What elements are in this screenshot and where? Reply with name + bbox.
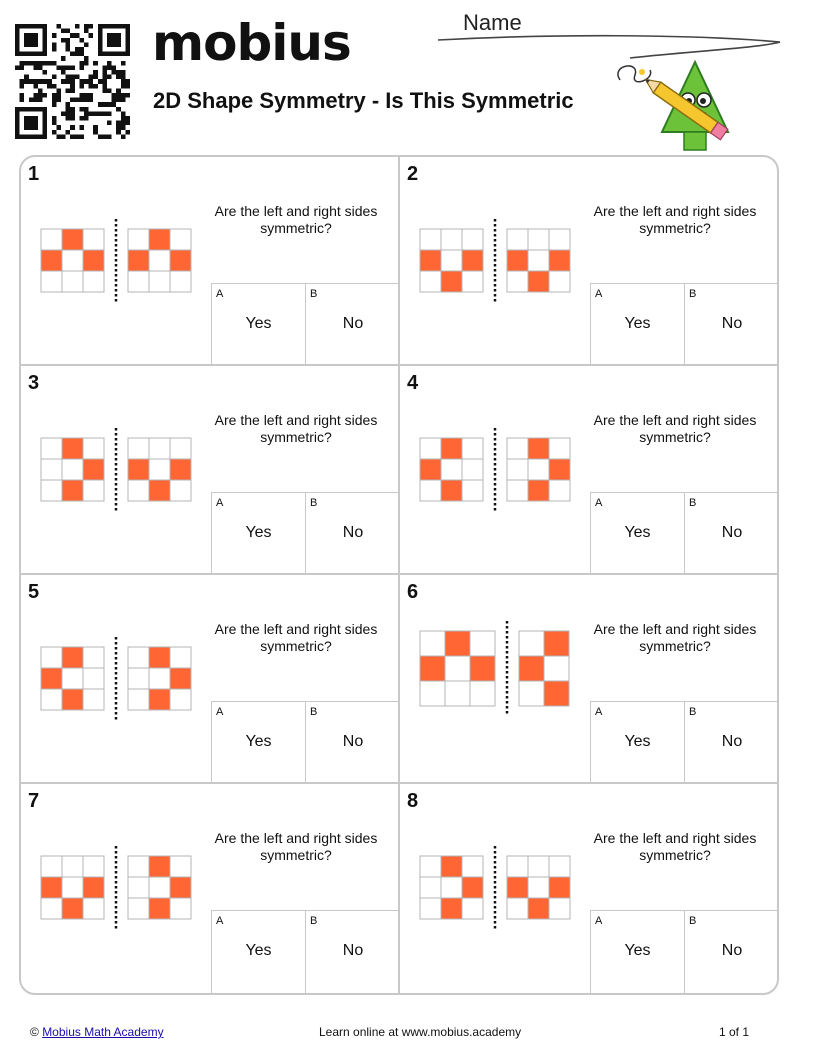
empty-square-left <box>470 631 495 656</box>
option-value: No <box>342 524 364 541</box>
option-value: No <box>342 733 364 750</box>
empty-square-left <box>462 898 483 919</box>
empty-square-left <box>41 647 62 668</box>
option-letter: B <box>310 915 318 927</box>
page-title: 2D Shape Symmetry - Is This Symmetric <box>153 88 574 113</box>
question-prompt: Are the left and right sides symmetric? <box>214 621 378 654</box>
option-letter: B <box>689 497 697 509</box>
empty-square-right <box>549 480 570 501</box>
answer-options <box>590 910 779 993</box>
symmetry-shape <box>400 784 590 993</box>
question-number: 7 <box>28 790 40 812</box>
option-b-no[interactable] <box>685 493 779 575</box>
empty-square-left <box>462 438 483 459</box>
option-b-no[interactable] <box>685 284 779 366</box>
empty-square-left <box>62 877 83 898</box>
option-value: No <box>721 524 743 541</box>
option-a-yes[interactable] <box>212 702 306 784</box>
empty-square-right <box>170 271 191 292</box>
filled-square-left <box>441 856 462 877</box>
option-letter: A <box>216 915 224 927</box>
empty-square-right <box>170 438 191 459</box>
filled-square-left <box>41 250 62 271</box>
empty-square-left <box>62 250 83 271</box>
empty-square-left <box>41 856 62 877</box>
empty-square-right <box>128 647 149 668</box>
empty-square-right <box>149 438 170 459</box>
filled-square-right <box>149 229 170 250</box>
answer-options <box>211 701 400 784</box>
option-value: Yes <box>624 942 651 959</box>
option-a-yes[interactable] <box>591 702 685 784</box>
option-letter: A <box>216 497 224 509</box>
empty-square-right <box>519 681 544 706</box>
qr-code <box>15 24 130 139</box>
option-b-no[interactable] <box>306 493 400 575</box>
empty-square-right <box>170 689 191 710</box>
option-value: No <box>342 315 364 332</box>
question-card-3 <box>21 366 400 575</box>
question-card-4 <box>400 366 779 575</box>
empty-square-right <box>549 856 570 877</box>
symmetry-shape <box>400 157 590 366</box>
name-label: Name <box>463 10 522 35</box>
empty-square-left <box>62 856 83 877</box>
empty-square-right <box>549 229 570 250</box>
option-b-no[interactable] <box>306 702 400 784</box>
question-prompt: Are the left and right sides symmetric? <box>214 412 378 445</box>
option-a-yes[interactable] <box>212 493 306 575</box>
filled-square-left <box>420 250 441 271</box>
empty-square-left <box>83 271 104 292</box>
empty-square-right <box>149 250 170 271</box>
mobius-academy-link[interactable]: Mobius Math Academy <box>42 1025 164 1039</box>
answer-options <box>211 910 400 993</box>
empty-square-right <box>128 898 149 919</box>
question-number: 2 <box>407 163 419 185</box>
filled-square-left <box>62 480 83 501</box>
filled-square-right <box>149 480 170 501</box>
empty-square-left <box>41 480 62 501</box>
filled-square-right <box>149 647 170 668</box>
symmetry-shape <box>400 366 590 575</box>
option-value: Yes <box>245 733 272 750</box>
pencil-mascot-icon <box>610 40 750 160</box>
empty-square-left <box>420 229 441 250</box>
filled-square-right <box>528 480 549 501</box>
option-b-no[interactable] <box>685 702 779 784</box>
empty-square-right <box>128 668 149 689</box>
question-prompt: Are the left and right sides symmetric? <box>593 621 757 654</box>
empty-square-right <box>528 250 549 271</box>
empty-square-left <box>441 250 462 271</box>
footer-copyright <box>30 1025 164 1039</box>
option-value: No <box>342 942 364 959</box>
empty-square-left <box>441 877 462 898</box>
empty-square-right <box>128 480 149 501</box>
empty-square-left <box>83 647 104 668</box>
filled-square-left <box>83 250 104 271</box>
question-card-5 <box>21 575 400 784</box>
question-grid <box>19 155 779 995</box>
filled-square-left <box>462 250 483 271</box>
symmetry-shape <box>400 575 590 784</box>
empty-square-left <box>462 229 483 250</box>
empty-square-right <box>128 877 149 898</box>
question-card-6 <box>400 575 779 784</box>
empty-square-right <box>149 271 170 292</box>
option-b-no[interactable] <box>306 911 400 993</box>
empty-square-left <box>420 898 441 919</box>
option-letter: B <box>689 288 697 300</box>
filled-square-left <box>41 668 62 689</box>
empty-square-left <box>62 668 83 689</box>
answer-options <box>590 701 779 784</box>
empty-square-left <box>441 459 462 480</box>
empty-square-left <box>41 229 62 250</box>
option-a-yes[interactable] <box>591 493 685 575</box>
filled-square-right <box>507 877 528 898</box>
answer-options <box>211 283 400 366</box>
question-number: 8 <box>407 790 419 812</box>
answer-options <box>211 492 400 575</box>
question-prompt: Are the left and right sides symmetric? <box>593 830 757 863</box>
filled-square-right <box>128 459 149 480</box>
filled-square-left <box>41 877 62 898</box>
page-number: 1 of 1 <box>719 1025 750 1039</box>
filled-square-left <box>462 877 483 898</box>
empty-square-left <box>420 856 441 877</box>
option-letter: A <box>595 288 603 300</box>
empty-square-right <box>507 856 528 877</box>
question-card-2 <box>400 157 779 366</box>
answer-options <box>590 492 779 575</box>
empty-square-right <box>170 229 191 250</box>
filled-square-right <box>170 668 191 689</box>
copyright-symbol: © <box>30 1025 39 1039</box>
empty-square-left <box>445 681 470 706</box>
empty-square-right <box>170 647 191 668</box>
mobius-logo <box>152 14 351 72</box>
question-number: 1 <box>28 163 40 185</box>
filled-square-left <box>420 656 445 681</box>
empty-square-right <box>170 856 191 877</box>
filled-square-right <box>170 877 191 898</box>
logo-text: mobius <box>152 14 351 72</box>
filled-square-left <box>83 459 104 480</box>
empty-square-left <box>83 438 104 459</box>
empty-square-right <box>549 438 570 459</box>
option-value: Yes <box>245 942 272 959</box>
empty-square-right <box>128 856 149 877</box>
filled-square-left <box>441 438 462 459</box>
filled-square-right <box>149 898 170 919</box>
filled-square-right <box>507 250 528 271</box>
empty-square-right <box>128 689 149 710</box>
option-letter: A <box>595 497 603 509</box>
empty-square-right <box>549 271 570 292</box>
question-number: 5 <box>28 581 40 603</box>
empty-square-right <box>507 459 528 480</box>
empty-square-left <box>462 271 483 292</box>
filled-square-right <box>528 898 549 919</box>
empty-square-right <box>170 898 191 919</box>
empty-square-left <box>420 631 445 656</box>
empty-square-left <box>420 480 441 501</box>
empty-square-left <box>41 689 62 710</box>
empty-square-left <box>62 271 83 292</box>
empty-square-right <box>507 271 528 292</box>
question-prompt: Are the left and right sides symmetric? <box>214 203 378 236</box>
empty-square-left <box>41 898 62 919</box>
question-number: 4 <box>407 372 419 394</box>
empty-square-left <box>445 656 470 681</box>
filled-square-right <box>170 459 191 480</box>
filled-square-left <box>62 438 83 459</box>
filled-square-right <box>519 656 544 681</box>
empty-square-right <box>507 229 528 250</box>
option-value: Yes <box>245 315 272 332</box>
empty-square-right <box>519 631 544 656</box>
filled-square-right <box>549 877 570 898</box>
question-number: 3 <box>28 372 40 394</box>
empty-square-right <box>528 856 549 877</box>
filled-square-left <box>62 229 83 250</box>
filled-square-left <box>445 631 470 656</box>
empty-square-left <box>462 856 483 877</box>
option-letter: A <box>595 915 603 927</box>
option-a-yes[interactable] <box>212 911 306 993</box>
empty-square-left <box>41 459 62 480</box>
option-a-yes[interactable] <box>212 284 306 366</box>
empty-square-left <box>83 689 104 710</box>
empty-square-right <box>128 271 149 292</box>
empty-square-right <box>128 438 149 459</box>
filled-square-right <box>544 631 569 656</box>
empty-square-right <box>528 459 549 480</box>
footer-center-text: Learn online at www.mobius.academy <box>319 1025 522 1039</box>
question-card-8 <box>400 784 779 993</box>
empty-square-right <box>507 898 528 919</box>
symmetry-shape <box>21 157 211 366</box>
filled-square-left <box>441 480 462 501</box>
empty-square-right <box>507 438 528 459</box>
option-b-no[interactable] <box>306 284 400 366</box>
empty-square-left <box>83 229 104 250</box>
empty-square-right <box>528 229 549 250</box>
filled-square-left <box>62 647 83 668</box>
option-letter: B <box>310 497 318 509</box>
empty-square-left <box>420 271 441 292</box>
empty-square-right <box>149 877 170 898</box>
option-value: Yes <box>624 524 651 541</box>
empty-square-left <box>83 856 104 877</box>
empty-square-right <box>149 668 170 689</box>
question-prompt: Are the left and right sides symmetric? <box>214 830 378 863</box>
filled-square-right <box>149 689 170 710</box>
option-letter: B <box>689 915 697 927</box>
filled-square-right <box>170 250 191 271</box>
filled-square-right <box>549 459 570 480</box>
symmetry-shape <box>21 784 211 993</box>
empty-square-left <box>420 681 445 706</box>
empty-square-left <box>83 480 104 501</box>
question-number: 6 <box>407 581 419 603</box>
filled-square-left <box>420 459 441 480</box>
filled-square-left <box>441 271 462 292</box>
filled-square-right <box>528 438 549 459</box>
question-prompt: Are the left and right sides symmetric? <box>593 203 757 236</box>
empty-square-right <box>170 480 191 501</box>
option-value: No <box>721 733 743 750</box>
answer-options <box>590 283 779 366</box>
question-card-1 <box>21 157 400 366</box>
option-value: No <box>721 942 743 959</box>
question-card-7 <box>21 784 400 993</box>
option-value: Yes <box>245 524 272 541</box>
filled-square-right <box>544 681 569 706</box>
empty-square-left <box>420 438 441 459</box>
filled-square-right <box>128 250 149 271</box>
empty-square-left <box>462 480 483 501</box>
symmetry-shape <box>21 575 211 784</box>
empty-square-right <box>549 898 570 919</box>
empty-square-right <box>528 877 549 898</box>
empty-square-left <box>62 459 83 480</box>
question-prompt: Are the left and right sides symmetric? <box>593 412 757 445</box>
option-letter: B <box>689 706 697 718</box>
empty-square-right <box>128 229 149 250</box>
filled-square-left <box>62 689 83 710</box>
option-b-no[interactable] <box>685 911 779 993</box>
filled-square-left <box>470 656 495 681</box>
empty-square-left <box>41 271 62 292</box>
empty-square-right <box>544 656 569 681</box>
option-letter: B <box>310 706 318 718</box>
empty-square-right <box>149 459 170 480</box>
option-a-yes[interactable] <box>591 284 685 366</box>
option-letter: B <box>310 288 318 300</box>
filled-square-right <box>528 271 549 292</box>
empty-square-left <box>83 898 104 919</box>
empty-square-left <box>441 229 462 250</box>
option-letter: A <box>595 706 603 718</box>
filled-square-left <box>83 877 104 898</box>
option-letter: A <box>216 706 224 718</box>
option-value: No <box>721 315 743 332</box>
empty-square-left <box>41 438 62 459</box>
empty-square-left <box>470 681 495 706</box>
empty-square-right <box>507 480 528 501</box>
option-value: Yes <box>624 733 651 750</box>
empty-square-left <box>420 877 441 898</box>
filled-square-right <box>549 250 570 271</box>
filled-square-right <box>149 856 170 877</box>
filled-square-left <box>441 898 462 919</box>
empty-square-left <box>83 668 104 689</box>
option-value: Yes <box>624 315 651 332</box>
symmetry-shape <box>21 366 211 575</box>
empty-square-left <box>462 459 483 480</box>
option-letter: A <box>216 288 224 300</box>
option-a-yes[interactable] <box>591 911 685 993</box>
filled-square-left <box>62 898 83 919</box>
